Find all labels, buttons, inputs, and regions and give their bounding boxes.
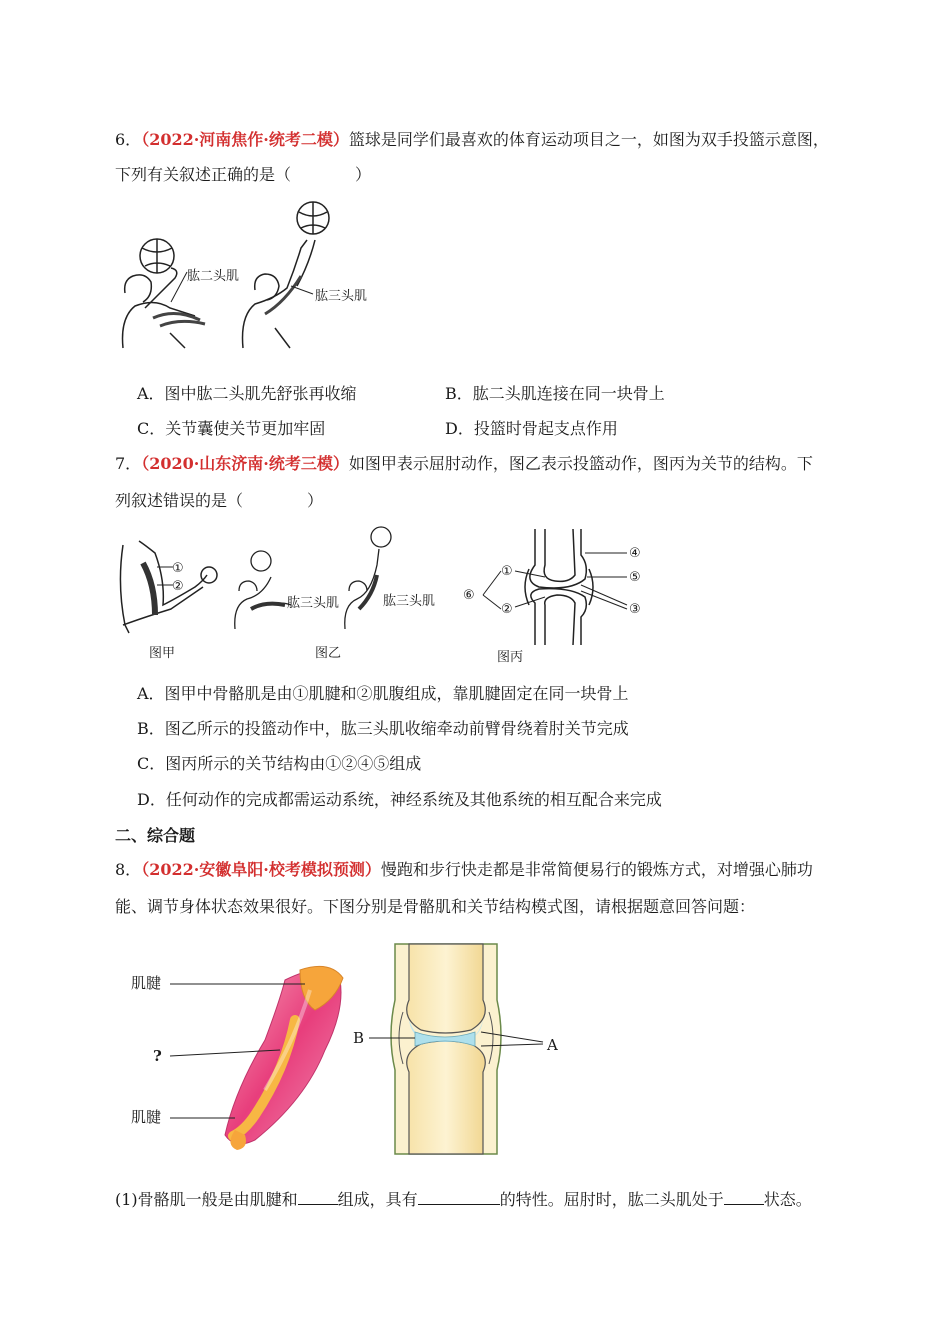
q8-subquestion-1 xyxy=(115,1188,812,1212)
q8-source: （2022·安徽阜阳·校考模拟预测） xyxy=(141,860,381,879)
left-player-drawing xyxy=(123,239,206,348)
q6-stem1: 篮球是同学们最喜欢的体育运动项目之一，如图为双手投篮示意图， xyxy=(348,130,829,149)
skeletal-muscle-drawing xyxy=(225,966,343,1150)
q8-stem-line2: 能、调节身体状态效果很好。下图分别是骨骼肌和关节结构模式图，请根据题意回答问题： xyxy=(115,897,756,916)
bing-label-3: ③ xyxy=(629,602,641,617)
jia-caption: 图甲 xyxy=(149,646,176,661)
q8-stem1: 慢跑和步行快走都是非常简便易行的锻炼方式，对增强心肺功 xyxy=(380,860,813,879)
q6-number: 6． xyxy=(115,130,142,149)
q6-option-d[interactable]: D．投篮时骨起支点作用 xyxy=(445,419,618,438)
q8-number: 8． xyxy=(115,860,142,879)
q6-stem-line1 xyxy=(115,128,829,152)
label-unknown: ? xyxy=(153,1047,162,1065)
q6-option-c[interactable]: C．关节囊使关节更加牢固 xyxy=(137,419,326,438)
q6-option-b[interactable]: B．肱二头肌连接在同一块骨上 xyxy=(445,384,665,403)
q7-stem1: 如图甲表示屈肘动作，图乙表示投篮动作，图丙为关节的结构。下 xyxy=(348,454,813,473)
bing-label-2: ② xyxy=(501,602,513,617)
label-B: B xyxy=(353,1029,365,1047)
q8-sub1-text-d: 状态。 xyxy=(763,1190,812,1209)
section-heading-comprehensive: 二、综合题 xyxy=(115,826,196,845)
q6-fig-label-biceps: 肱二头肌 xyxy=(187,269,240,284)
q6-option-a[interactable]: A．图中肱二头肌先舒张再收缩 xyxy=(137,384,357,403)
q6-pointer1 xyxy=(171,272,187,302)
q6-basketball-figure xyxy=(115,198,385,358)
jia-label-1: ① xyxy=(172,561,184,576)
q6-source: （2022·河南焦作·统考二模） xyxy=(141,130,349,149)
joint-structure-drawing xyxy=(391,944,501,1154)
jia-label-2: ② xyxy=(172,579,184,594)
q8-sub1-text-b: 组成，具有 xyxy=(337,1190,418,1209)
answer-blank-1[interactable] xyxy=(298,1188,338,1205)
q7-source: （2020·山东济南·统考三模） xyxy=(141,454,349,473)
bing-label-1: ① xyxy=(501,564,513,579)
yi-caption: 图乙 xyxy=(315,646,342,661)
q8-sub1-text-a: (1)骨骼肌一般是由肌腱和 xyxy=(115,1190,298,1209)
q8-muscle-joint-figure xyxy=(125,940,575,1160)
bing-label-5: ⑤ xyxy=(629,570,641,585)
q7-number: 7． xyxy=(115,454,142,473)
label-tendon-bottom: 肌腱 xyxy=(131,1108,162,1126)
bing-label-4: ④ xyxy=(629,546,641,561)
label-A: A xyxy=(547,1036,558,1054)
yi-label-triceps-1: 肱三头肌 xyxy=(287,596,340,611)
q7-option-c[interactable]: C．图丙所示的关节结构由①②④⑤组成 xyxy=(137,754,422,773)
fig-bing-joint xyxy=(525,529,593,645)
label-tendon-top: 肌腱 xyxy=(131,974,162,992)
bing-label-6: ⑥ xyxy=(463,588,475,603)
right-player-drawing xyxy=(243,202,330,348)
q7-option-b[interactable]: B．图乙所示的投篮动作中，肱三头肌收缩牵动前臂骨绕着肘关节完成 xyxy=(137,719,629,738)
fig-jia-arm xyxy=(120,541,217,633)
answer-blank-3[interactable] xyxy=(724,1188,764,1205)
q7-stem-line1 xyxy=(115,452,813,476)
yi-label-triceps-2: 肱三头肌 xyxy=(383,594,436,609)
q8-stem-line1 xyxy=(115,858,813,882)
q7-figure xyxy=(115,525,675,670)
answer-blank-2[interactable] xyxy=(418,1188,500,1205)
q7-stem-line2: 列叙述错误的是（ ） xyxy=(115,491,324,510)
q7-option-d[interactable]: D．任何动作的完成都需运动系统，神经系统及其他系统的相互配合来完成 xyxy=(137,790,662,809)
fig-yi-players xyxy=(235,527,391,629)
q6-stem-line2: 下列有关叙述正确的是（ ） xyxy=(115,165,372,184)
q6-fig-label-triceps: 肱三头肌 xyxy=(315,289,368,304)
bing-caption: 图丙 xyxy=(497,650,524,665)
q8-sub1-text-c: 的特性。屈肘时，肱二头肌处于 xyxy=(499,1190,724,1209)
q6-pointer2 xyxy=(291,286,313,294)
q7-option-a[interactable]: A．图甲中骨骼肌是由①肌腱和②肌腹组成，靠肌腱固定在同一块骨上 xyxy=(137,684,629,703)
